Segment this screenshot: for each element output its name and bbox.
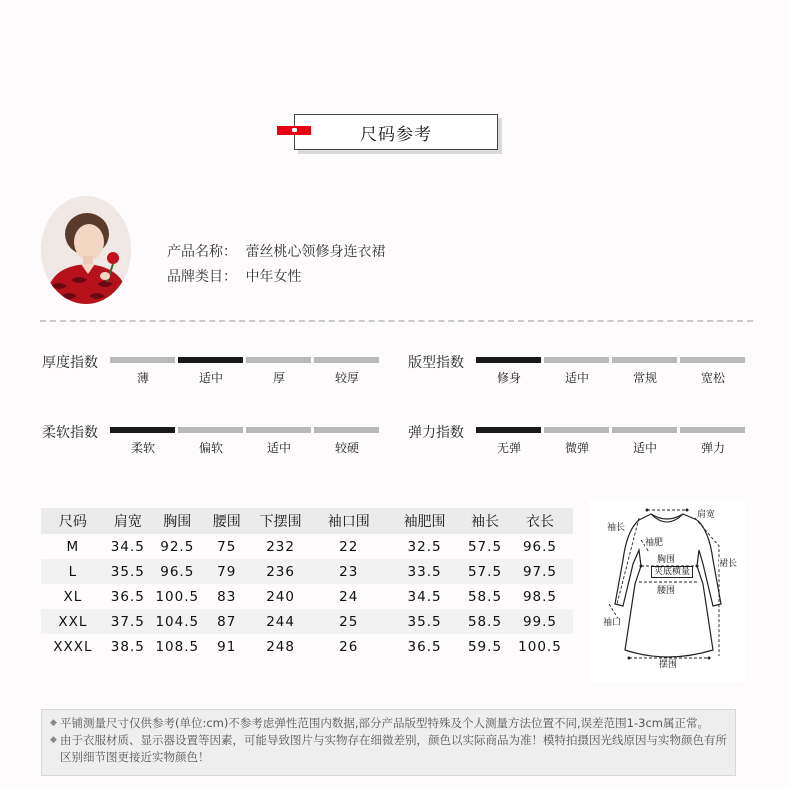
elasticity-index-level: 无弹	[496, 441, 521, 455]
table-cell: 35.5	[386, 609, 463, 634]
table-cell: XXXL	[53, 638, 93, 655]
softness-index-level: 适中	[266, 441, 291, 455]
softness-index-label: 柔软指数	[42, 425, 98, 441]
thickness-index-bar	[110, 357, 175, 363]
diagram-label-bust: 胸围	[657, 555, 676, 565]
diagram-label-sleeve-width: 袖肥	[645, 538, 664, 548]
table-cell: 99.5	[507, 609, 573, 634]
table-row	[41, 559, 573, 584]
thickness-index-bar	[178, 357, 243, 363]
elasticity-index-bar	[544, 427, 609, 433]
table-cell: 23	[311, 559, 386, 584]
size-table-header	[41, 508, 573, 534]
table-cell: 34.5	[407, 588, 442, 605]
size-table-header-cell: 下摆围	[250, 508, 312, 534]
table-cell: 236	[250, 559, 312, 584]
softness-index-bar	[110, 427, 175, 433]
note-text-1: 平铺测量尺寸仅供参考(单位:cm)不参考虑弹性范围内数据,部分产品版型特殊及个人测量方法位置不同,误差范围1-3cm属正常。	[60, 716, 709, 730]
diagram-label-cuff: 袖口	[603, 618, 622, 628]
product-category-value: 中年女性	[245, 269, 302, 285]
product-name-row	[167, 241, 385, 261]
table-cell: M	[66, 538, 80, 555]
section-title: 尺码参考	[294, 114, 498, 150]
diamond-bullet-icon: ◆	[50, 735, 57, 745]
fit-index-level: 常规	[632, 371, 657, 385]
diagram-label-sleeve-length: 袖长	[607, 523, 626, 533]
thickness-index-label: 厚度指数	[42, 355, 98, 371]
softness-index-level: 偏软	[198, 441, 223, 455]
table-cell: 59.5	[467, 638, 503, 655]
diagram-label-shoulder: 肩宽	[697, 510, 716, 520]
table-cell: 34.5	[110, 538, 145, 555]
table-cell: 97.5	[507, 559, 573, 584]
table-cell: 100.5	[155, 588, 200, 605]
size-table-header-cell: 尺码	[41, 508, 105, 534]
elasticity-index-bar	[680, 427, 745, 433]
table-cell: 38.5	[110, 638, 145, 655]
size-table-header-cell: 袖长	[463, 508, 507, 534]
table-cell: 79	[204, 559, 250, 584]
notes-box	[41, 709, 736, 776]
thickness-index-bar	[314, 357, 379, 363]
table-cell: 32.5	[407, 538, 442, 555]
table-cell: 33.5	[386, 559, 463, 584]
table-cell: 96.5	[522, 538, 558, 555]
table-cell: 75	[217, 538, 237, 555]
diagram-label-bust-note: 夹底横量	[651, 566, 693, 578]
title-accent-dot	[292, 128, 297, 132]
table-cell: 57.5	[467, 538, 503, 555]
model-avatar	[41, 196, 131, 304]
diagram-label-waist: 腰围	[657, 586, 676, 596]
table-cell: 98.5	[522, 588, 558, 605]
thickness-index-bar	[246, 357, 311, 363]
elasticity-index-bar	[476, 427, 541, 433]
table-cell: XXL	[41, 609, 105, 634]
softness-index-bar	[314, 427, 379, 433]
table-row	[41, 584, 573, 609]
table-cell: XL	[63, 588, 83, 605]
table-cell: 37.5	[105, 609, 151, 634]
fit-index-bar	[476, 357, 541, 363]
thickness-index-level: 厚	[272, 371, 285, 385]
elasticity-index-label: 弹力指数	[408, 425, 464, 441]
table-cell: 96.5	[151, 559, 204, 584]
diamond-bullet-icon: ◆	[50, 718, 57, 728]
table-cell: 25	[311, 609, 386, 634]
elasticity-index-level: 弹力	[700, 441, 725, 455]
softness-index-bar	[178, 427, 243, 433]
table-cell: 36.5	[407, 638, 442, 655]
table-cell: 22	[339, 538, 359, 555]
elasticity-index-level: 适中	[632, 441, 657, 455]
table-cell: 91	[217, 638, 237, 655]
table-cell: 35.5	[105, 559, 151, 584]
fit-index-label: 版型指数	[408, 355, 464, 371]
fit-index-level: 修身	[496, 371, 521, 385]
table-cell: 36.5	[110, 588, 145, 605]
note-line-2	[50, 732, 727, 766]
table-cell: 58.5	[463, 609, 507, 634]
size-table-header-cell: 肩宽	[105, 508, 151, 534]
table-cell: 87	[204, 609, 250, 634]
table-row	[41, 634, 573, 659]
thickness-index-level: 较厚	[334, 371, 359, 385]
table-cell: 248	[266, 638, 295, 655]
product-category-label: 品牌类目：	[167, 269, 237, 285]
size-table-body	[41, 534, 573, 659]
size-table-header-cell: 衣长	[507, 508, 573, 534]
table-cell: 100.5	[518, 638, 562, 655]
table-cell: L	[41, 559, 105, 584]
thickness-index-level: 适中	[198, 371, 223, 385]
table-cell: 104.5	[151, 609, 204, 634]
size-table-header-cell: 腰围	[204, 508, 250, 534]
fit-index-bar	[680, 357, 745, 363]
fit-index-bar	[612, 357, 677, 363]
note-line-1	[50, 715, 727, 732]
table-cell: 240	[266, 588, 295, 605]
product-name-label: 产品名称：	[167, 244, 237, 260]
size-table-header-cell: 袖肥围	[386, 508, 463, 534]
table-cell: 58.5	[467, 588, 503, 605]
diagram-label-hem: 摆围	[659, 660, 678, 670]
size-table-header-cell: 胸围	[151, 508, 204, 534]
measurement-diagram	[589, 500, 745, 682]
fit-index-level: 宽松	[700, 371, 725, 385]
product-name-value: 蕾丝桃心领修身连衣裙	[245, 244, 386, 260]
table-cell: 26	[339, 638, 359, 655]
softness-index-level: 较硬	[334, 441, 359, 455]
note-text-2: 由于衣服材质、显示器设置等因素，可能导致图片与实物存在细微差别，颜色以实际商品为准！模特拍摄因光线原因与实物颜色有所区别细节图更接近实物颜色！	[60, 733, 727, 764]
table-cell: 57.5	[463, 559, 507, 584]
elasticity-index-bar	[612, 427, 677, 433]
size-table-header-cell: 袖口围	[311, 508, 386, 534]
fit-index-bar	[544, 357, 609, 363]
table-cell: 24	[339, 588, 359, 605]
elasticity-index-level: 微弹	[564, 441, 589, 455]
section-title-box	[294, 114, 498, 150]
diagram-label-length: 裙长	[719, 559, 738, 569]
table-cell: 108.5	[155, 638, 200, 655]
softness-index-level: 柔软	[130, 441, 155, 455]
table-cell: 232	[266, 538, 295, 555]
table-row	[41, 609, 573, 634]
table-cell: 244	[250, 609, 312, 634]
table-row	[41, 534, 573, 559]
fit-index-level: 适中	[564, 371, 589, 385]
section-divider	[40, 320, 753, 322]
size-table	[41, 508, 573, 659]
thickness-index-level: 薄	[136, 371, 149, 385]
table-cell: 92.5	[160, 538, 195, 555]
product-category-row	[167, 266, 301, 286]
table-cell: 83	[217, 588, 237, 605]
softness-index-bar	[246, 427, 311, 433]
